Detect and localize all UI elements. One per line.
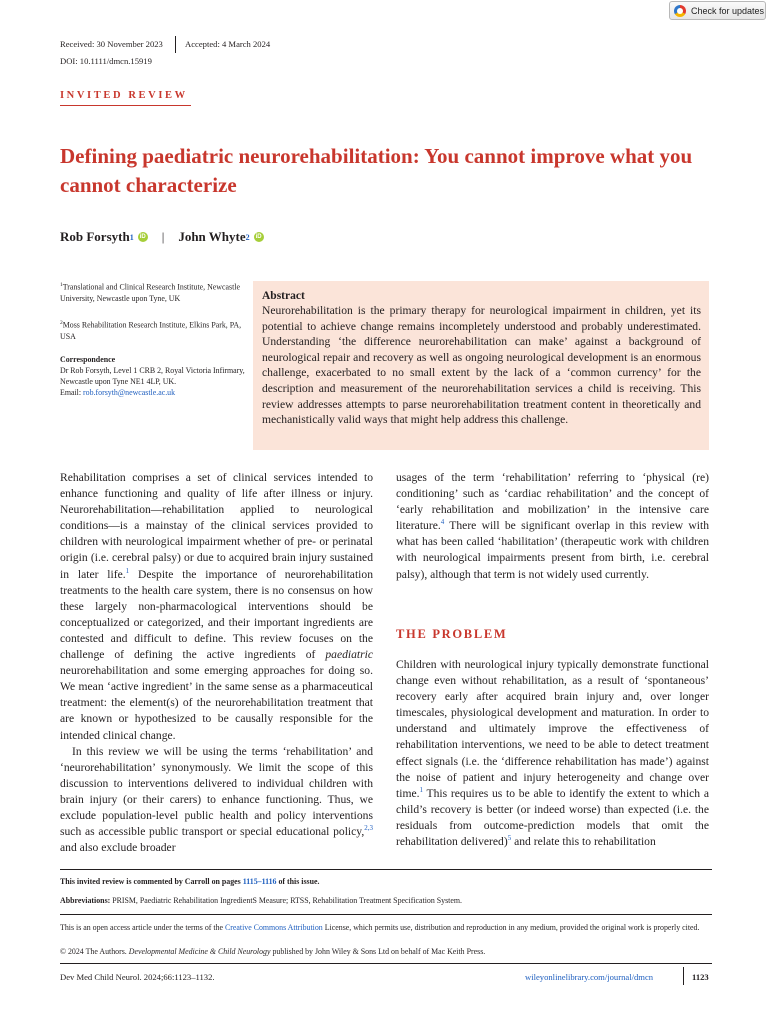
affiliation-ref[interactable]: 2 xyxy=(245,232,250,242)
check-for-updates-label: Check for updates xyxy=(691,5,765,16)
page-footer-rule xyxy=(60,963,712,964)
crossmark-icon xyxy=(674,5,686,17)
abstract-heading: Abstract xyxy=(262,290,305,302)
article-title: Defining paediatric neurorehabilitation: You cannot improve what you cannot characterize xyxy=(60,144,693,197)
kicker-underline xyxy=(60,105,191,106)
footnote-rule xyxy=(60,914,712,915)
license-note: This is an open access article under the terms of the Creative Commons Attribution License, which permits use, distribution and reproduction in any medium, provided the original work is properly cited. xyxy=(60,923,700,932)
check-for-updates-button[interactable] xyxy=(669,1,766,20)
correspondence: Correspondence Dr Rob Forsyth, Level 1 CRB 2, Royal Victoria Infirmary, Newcastle upon Tyne NE1 4LP, UK. Email: rob.forsyth@newcastle.ac.uk xyxy=(60,355,245,397)
accepted-date: Accepted: 4 March 2024 xyxy=(185,39,271,49)
section-heading: THE PROBLEM xyxy=(396,627,508,641)
article-type: INVITED REVIEW xyxy=(60,90,188,101)
license-link[interactable]: Creative Commons Attribution xyxy=(225,923,323,932)
paragraph: usages of the term ‘rehabilitation’ referring to ‘physical (re) conditioning’ such as ‘cardiac rehabilitation’ and the concept of ‘early rehabilitation and mobilization’ in the intensive care literature.$^4$ There will be significant overlap in this review with what has been called ‘habilitation’ (therapeutic work with children with neurological impairments present from birth, i.e. cerebral palsy), although that term is not widely used currently. xyxy=(396,471,709,581)
citation-ref[interactable]: 1 xyxy=(125,566,130,575)
body-right-column-bottom xyxy=(396,657,709,850)
received-date: Received: 30 November 2023 xyxy=(60,39,163,49)
paragraph: In this review we will be using the terms ‘rehabilitation’ and ‘neurorehabilitation’ synonymously. We limit the scope of this discussion to interventions delivered to individual children with brain injury (or their carers) to enhance functioning. Thus, we exclude population-level public health and policy interventions such as accessible public transport or special educational policy,$^{2,3}$ and also exclude broader xyxy=(60,744,373,855)
footnote-rule xyxy=(60,869,712,870)
affiliation-1: $^1$Translational and Clinical Research Institute, Newcastle University, Newcastle upon Tyne, UK xyxy=(60,282,240,303)
email-link[interactable]: rob.forsyth@newcastle.ac.uk xyxy=(83,388,176,397)
copyright: © 2024 The Authors. Developmental Medicine & Child Neurology published by John Wiley & Sons Ltd on behalf of Mac Keith Press. xyxy=(60,947,486,956)
citation-ref[interactable]: 4 xyxy=(440,518,445,527)
commented-note: This invited review is commented by Carroll on pages 1115–1116 of this issue. xyxy=(60,877,320,886)
abstract-box xyxy=(253,281,709,450)
affiliation-ref[interactable]: 1 xyxy=(129,232,134,242)
citation-ref[interactable]: 1 xyxy=(419,785,424,794)
page-number: 1123 xyxy=(692,972,709,982)
correspondence-address: Dr Rob Forsyth, Level 1 CRB 2, Royal Victoria Infirmary, Newcastle upon Tyne NE1 4LP, UK. xyxy=(60,366,245,386)
author-name[interactable]: Rob Forsyth xyxy=(60,229,130,244)
journal-citation: Dev Med Child Neurol. 2024;66:1123–1132. xyxy=(60,972,215,982)
citation-ref[interactable]: 2,3 xyxy=(364,824,373,833)
author-list xyxy=(60,229,264,245)
correspondence-heading: Correspondence xyxy=(60,355,116,364)
citation-ref[interactable]: 5 xyxy=(507,834,512,843)
paragraph: Rehabilitation comprises a set of clinical services intended to enhance functioning and quality of life after illness or injury. Neurorehabilitation—rehabilitation applied to neurological conditions—is a mainstay of the clinical services provided to children with neurological impairment whether of pre- or perinatal origin (i.e. cerebral palsy) or due to acquired brain injury sustained in later life.$^1$ Despite the importance of neurorehabilitation treatments to the health care system, there is no consensus on how these largely non-pharmacological interventions should be conceptualized or categorized, and their important ingredients are contested and difficult to define. This review focuses on the challenge of defining the active ingredients of paediatric neurorehabilitation and some emerging approaches for doing so. We mean ‘active ingredient’ in the same sense as a pharmaceutical treatment: the element(s) of the neurorehabilitation treatment that are known or hypothesized to be causally responsible for the intended clinical change. xyxy=(60,471,373,742)
paragraph: Children with neurological injury typically demonstrate functional change even without rehabilitation, as a result of ‘spontaneous’ recovery early after acquired brain injury and, over longer timescales, physiological development and maturation. In order to understand and ultimately improve the effectiveness of rehabilitation interventions, we need to be able to detect treatment effect signals (i.e. the ‘difference rehabilitation has made’) against the noise of patient and injury heterogeneity and change over time.$^1$ This requires us to be able to identify the extent to which a child’s recovery is better (or indeed worse) than expected (i.e. the residuals from outcome-prediction models that omit the rehabilitation delivered)$^5$ and relate this to rehabilitation xyxy=(396,658,709,849)
commentary-pages-link[interactable]: 1115–1116 xyxy=(242,877,277,886)
body-left-column xyxy=(60,470,373,856)
body-right-column-top xyxy=(396,470,709,583)
footer-divider xyxy=(683,967,684,985)
orcid-icon[interactable]: iD xyxy=(255,234,262,240)
abbreviations: Abbreviations: PRISM, Paediatric Rehabilitation IngredientS Measure; RTSS, Rehabilitation Treatment Specification System. xyxy=(60,896,462,905)
author-name[interactable]: John Whyte xyxy=(178,229,246,244)
doi: DOI: 10.1111/dmcn.15919 xyxy=(60,56,152,66)
meta-divider xyxy=(175,36,176,53)
affiliation-2: $^2$Moss Rehabilitation Research Institute, Elkins Park, PA, USA xyxy=(60,320,242,341)
author-separator: | xyxy=(161,229,165,244)
orcid-icon[interactable]: iD xyxy=(139,234,146,240)
journal-url[interactable]: wileyonlinelibrary.com/journal/dmcn xyxy=(525,972,654,982)
abstract-text: Neurorehabilitation is the primary therapy for neurological impairment in children, yet its potential to achieve change remains incompletely understood and probably underestimated. Understanding ‘the difference neurorehabilitation can make’ against a background of neurological repair and recovery as well as ongoing neurological development is an enormous challenge, exacerbated to no small extent by the lack of a ‘common currency’ for the description and measurement of the neurorehabilitation services a child is receiving. This review addresses attempts to parse neurorehabilitation treatment content in theoretically and mechanistically valid ways that might help address this challenge. xyxy=(262,304,701,427)
